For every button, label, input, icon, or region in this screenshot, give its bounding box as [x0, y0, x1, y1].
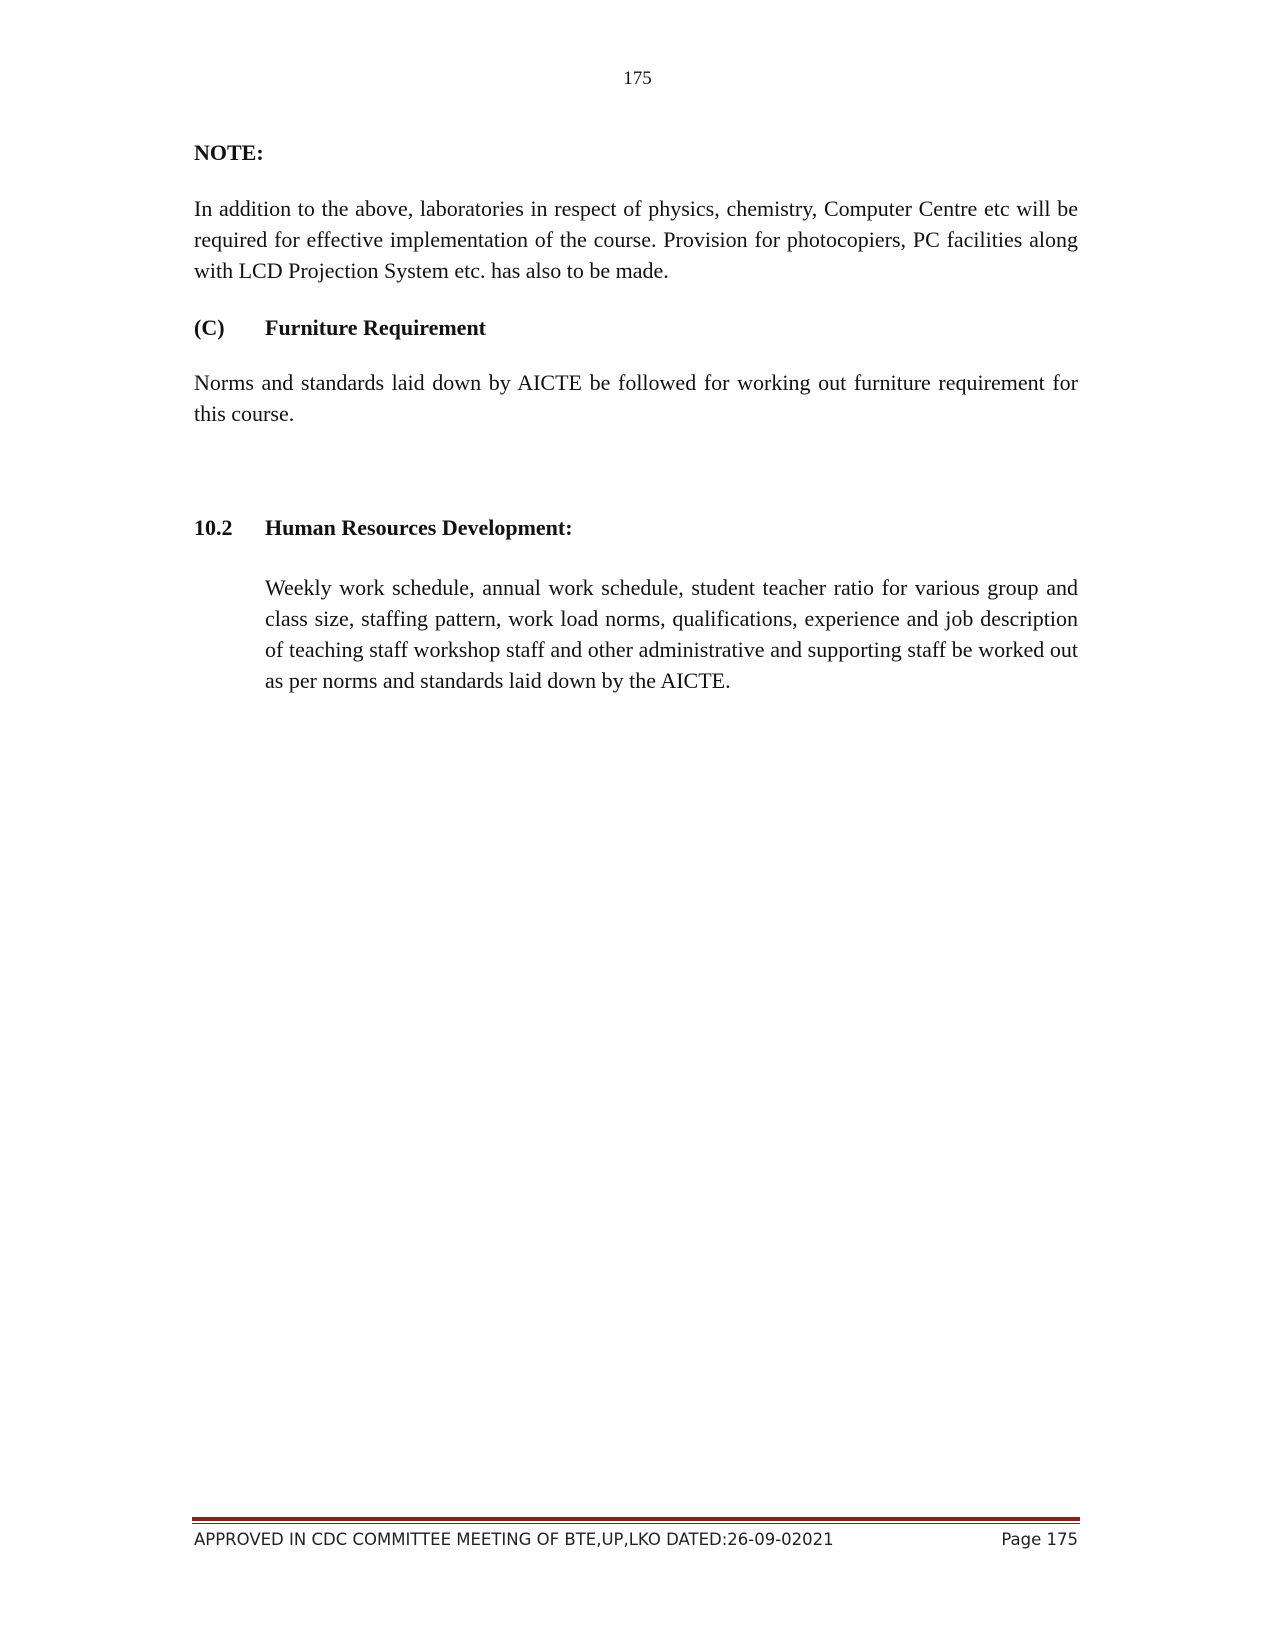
section-number: 10.2 — [194, 515, 233, 540]
section-number: (C) — [194, 315, 225, 340]
hrd-paragraph: Weekly work schedule, annual work schedule, student teacher ratio for various group and class size, staffing pattern, work load norms, qualifications, experience and job description of teaching staff workshop staff and other administrative and supporting staff be worked out as per norms and standards laid down by the AICTE. — [265, 575, 1078, 693]
footer-text-row — [192, 1530, 1080, 1549]
section-title: Human Resources Development: — [265, 515, 573, 540]
section-heading-hrd — [194, 512, 1078, 543]
footer-rule — [192, 1517, 1080, 1521]
footer-approval-text: APPROVED IN CDC COMMITTEE MEETING OF BTE,UP,LKO DATED:26-09-02021 — [194, 1530, 834, 1549]
section-heading-furniture — [194, 312, 1078, 343]
document-body — [194, 135, 1078, 696]
page-number-top: 175 — [623, 68, 652, 89]
page-footer — [192, 1517, 1080, 1549]
note-heading: NOTE: — [194, 140, 264, 165]
note-paragraph: In addition to the above, laboratories in respect of physics, chemistry, Computer Centre etc will be required for effective implementation of the course. Provision for photocopiers, PC facilities along with LCD Projection System etc. has also to be made. — [194, 196, 1078, 283]
furniture-paragraph: Norms and standards laid down by AICTE be followed for working out furniture requirement for this course. — [194, 370, 1078, 426]
footer-page-label: Page 175 — [1001, 1530, 1078, 1549]
section-title: Furniture Requirement — [265, 315, 486, 340]
footer-rule-thin — [192, 1523, 1080, 1524]
